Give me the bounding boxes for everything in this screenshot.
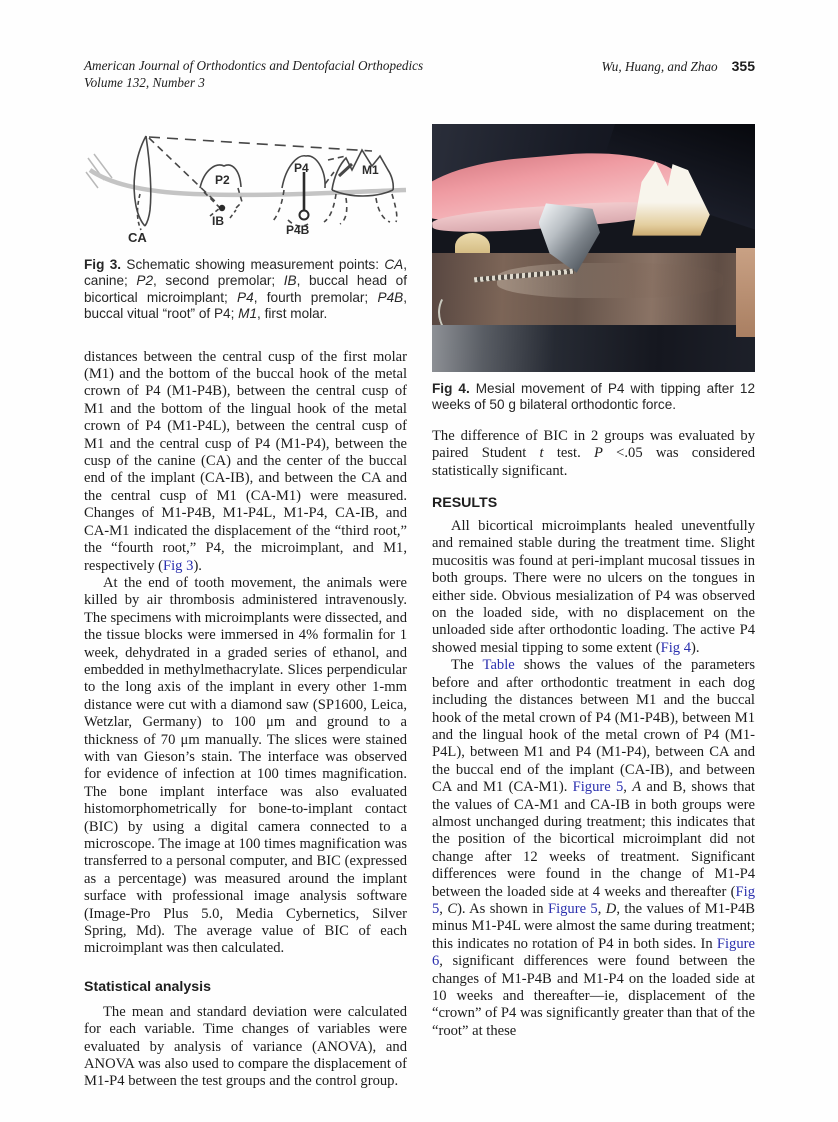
photo-gingiva-highlight	[497, 263, 723, 298]
text-segment: C	[447, 900, 458, 917]
cross-reference-link[interactable]: Table	[482, 657, 515, 674]
text-segment: Fig 3.	[84, 257, 122, 272]
text-segment: D	[605, 900, 617, 917]
cross-reference-link[interactable]: Fig 3	[163, 557, 194, 574]
text-segment: ). As shown in	[457, 900, 548, 917]
text-segment: , canine;	[84, 257, 407, 289]
text-segment: CA	[384, 257, 404, 272]
body-paragraph	[84, 575, 407, 958]
measurement-line-ca-m1	[149, 137, 372, 151]
text-segment: At the end of tooth movement, the animals were killed by air thrombosis administered intravenously. The specimens with microimplants were dissected, and the tissue blocks were immersed in 4% formalin for 1 week, dehydrated in a graded series of ethanol, and embedded in methylmethacrylate. Slices perpendicular to the long axis of the implant in every other 1-mm distance were cut with a diamond saw (SP1600, Leica, Wetzlar, Germany) to 100 μm and ground to a thickness of 70 μm manually. The slices were stained with van Gieson’s stain. The interface was observed for evidence of infection at 100 times magnification. The bone implant interface was also evaluated histomorphometrically for bone-to-implant contact (BIC) by using a digital camera connected to a microscope. The image at 100 times magnification was transferred to a personal computer, and BIC (expressed as a percentage) was measured around the implant surface with professional image analysis software (Image-Pro Plus 5.0, Media Cybernetics, Silver Spring, Md). The average value of BIC of each microimplant was then calculated.	[84, 574, 407, 957]
first-molar-outline	[324, 150, 397, 224]
text-segment: IB	[283, 273, 297, 289]
figure-4-caption	[432, 381, 755, 414]
implant-buccal-head-point	[219, 205, 225, 211]
running-head	[602, 58, 756, 76]
cross-reference-link[interactable]: Figure 6	[432, 935, 755, 970]
text-segment: distances between the central cusp of the first molar (M1) and the bottom of the buccal hook of the metal crown of P4 (M1-P4B), between the central cusp of M1 and the bottom of the lingual hook of the metal crown of P4 (M1-P4L), between the central cusp of M1 and the central cusp of P4 (M1-P4), between the cusp of the canine (CA) and the center of the buccal end of the implant (CA-IB), and between the CA and the central cusp of M1 (CA-M1) were measured. Changes of M1-P4B, M1-P4L, M1-P4, CA-IB, and CA-M1 indicated the displacement of the “third root,” the “fourth root,” P4, the microimplant, and M1, respectively (	[84, 348, 407, 574]
text-segment: test.	[543, 445, 594, 462]
text-segment: Mesial movement of P4 with tipping after 12 weeks of 50 g bilateral orthodontic force.	[432, 381, 756, 413]
text-segment: , fourth premolar;	[253, 289, 378, 305]
cross-reference-link[interactable]: Figure 5	[547, 900, 598, 917]
text-segment: and B, shows that the values of CA-M1 and CA-IB in both groups were almost unchanged during treatment; this indicates that the position of the bicortical microimplant did not change after 12 weeks of treatment. Significant differences were found in the change of M1-P4 between the loaded side at 4 weeks and thereafter (	[432, 779, 755, 900]
text-segment: A	[632, 779, 642, 796]
text-segment: ,	[439, 900, 448, 917]
cross-reference-link[interactable]: Fig 4	[660, 639, 692, 656]
text-segment: , second premolar;	[153, 273, 284, 289]
journal-title: American Journal of Orthodontics and Dentofacial Orthopedics	[84, 58, 424, 73]
results-heading: RESULTS	[432, 495, 498, 512]
text-segment: t	[539, 445, 544, 462]
text-segment: shows the values of the parameters before and after orthodontic treatment in each dog including the distances between M1 and the buccal hook of the metal crown of P4 (M1-P4B), between M1 and the lingual hook of the metal crown of P4 (M1-P4L), between M1 and P4 (M1-P4), between CA and the buccal end of the implant (CA-IB), and between CA and M1 (CA-M1).	[432, 657, 755, 796]
canine-outline	[134, 136, 151, 230]
text-segment: All bicortical microimplants healed uneventfully and remained stable during the treatment time. Slight mucositis was found at peri-implant mucosal tissues in both groups. There were no ulcers on the tongues in either side. Obvious mesialization of P4 was observed on the loaded side, with no displacement on the unloaded side after orthodontic loading. The active P4 showed mesial tipping to some extent (	[432, 518, 755, 656]
label-implant-buccal-head: IB	[212, 214, 224, 228]
body-paragraph	[84, 1004, 407, 1091]
running-authors: Wu, Huang, and Zhao	[601, 59, 718, 74]
page-number: 355	[731, 58, 755, 74]
gum-line	[90, 170, 406, 195]
text-segment: , significant differences were found between the changes of M1-P4B and M1-P4 on the loaded side at 10 weeks and thereafter—ie, displacement of the “crown” of P4 was significantly greater than that of the “root” at these	[432, 953, 755, 1039]
statistical-analysis-heading: Statistical analysis	[84, 978, 211, 995]
body-paragraph	[432, 657, 755, 1040]
cross-reference-link[interactable]: Fig 5	[432, 883, 755, 917]
label-canine: CA	[128, 230, 147, 245]
label-first-molar: M1	[362, 163, 379, 177]
text-segment: , buccal head of bicortical microimplant;	[84, 273, 407, 305]
text-segment: Schematic showing measurement points:	[121, 257, 385, 272]
text-segment: The difference of BIC in 2 groups was evaluated by paired Student	[432, 427, 755, 462]
body-paragraph	[432, 518, 755, 657]
figure-3-caption	[84, 257, 407, 323]
page-header	[84, 58, 755, 91]
body-paragraph	[84, 349, 407, 575]
photo-dark-fur-bottom	[432, 325, 755, 372]
label-second-premolar: P2	[215, 173, 230, 187]
right-column	[432, 124, 755, 1040]
text-segment: P4	[237, 289, 254, 305]
text-segment: P2	[136, 273, 154, 289]
text-segment: , first molar.	[257, 306, 328, 322]
photo-skin-edge	[736, 248, 755, 337]
body-paragraph	[432, 428, 755, 480]
text-segment: P4B	[377, 289, 404, 305]
p4-buccal-root-point	[300, 211, 309, 220]
journal-volume-number: Volume 132, Number 3	[84, 74, 205, 90]
figure-4-photo	[432, 124, 755, 372]
figure-3-schematic	[84, 124, 407, 248]
text-segment: The	[451, 657, 483, 674]
text-segment: The mean and standard deviation were calculated for each variable. Time changes of variables were evaluated by analysis of variance (ANOVA), and ANOVA was also used to compare the displacement of M1-P4 between the test groups and the control group.	[84, 1003, 407, 1090]
label-p4-buccal-root: P4B	[286, 223, 310, 237]
label-fourth-premolar: P4	[294, 161, 309, 175]
cross-reference-link[interactable]: Figure 5	[572, 779, 624, 796]
text-segment: M1	[238, 306, 258, 322]
journal-identification	[84, 58, 423, 91]
text-segment: P	[593, 445, 603, 462]
text-segment: <.05 was considered statistically significant.	[432, 445, 755, 479]
text-segment: ).	[691, 639, 700, 656]
left-column	[84, 124, 407, 1091]
text-segment: , the values of M1-P4B minus M1-P4L were almost the same during treatment; this indicates no rotation of P4 in both sides. In	[432, 900, 756, 952]
text-segment: ,	[597, 900, 606, 917]
text-segment: , buccal vitual “root” of P4;	[84, 289, 407, 322]
text-segment: Fig 4.	[432, 381, 470, 396]
text-segment: ).	[193, 557, 202, 574]
text-segment: ,	[623, 779, 633, 796]
fig3-drawing	[84, 124, 407, 248]
